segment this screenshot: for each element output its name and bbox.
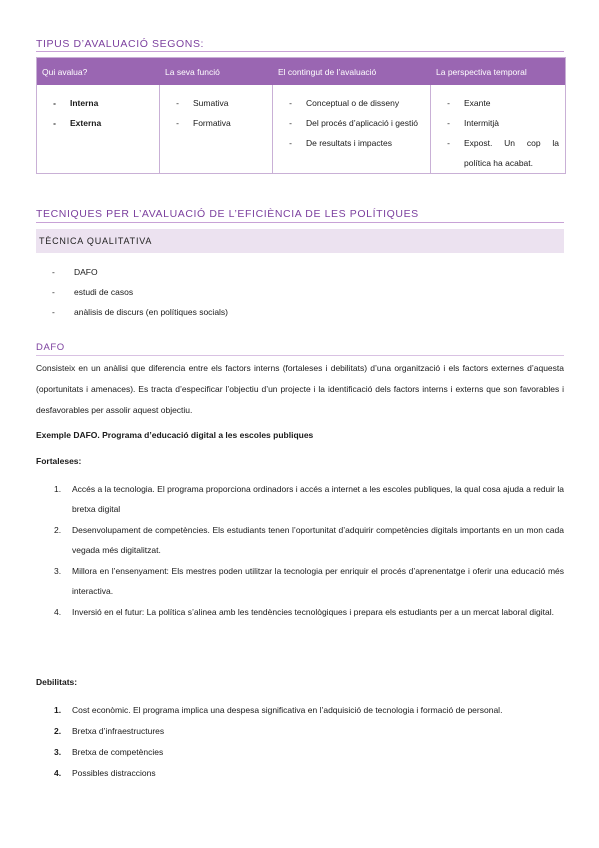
techniques-heading: TECNIQUES PER L’AVALUACIÓ DE L’EFICIÈNCIA DE LES POLÍTIQUES [36,208,419,220]
technique-list [52,262,228,322]
table-header-who: Qui avalua? [42,66,88,77]
table-cell-temporal [431,85,565,173]
list-item: 1. Cost econòmic. El programa implica una despesa significativa en l’adquisició de tecnologia i formació de personal. [54,705,503,715]
list-item: - Del procés d’aplicació i gestió [289,118,418,128]
list-item: - estudi de casos [52,287,134,297]
heading-rule [36,51,564,52]
list-item: - DAFO [52,267,98,277]
list-item: - Externa [53,118,102,128]
evaluation-types-table [36,57,566,174]
list-item: - De resultats i impactes [289,138,392,148]
list-item: 2. Bretxa d’infraestructures [54,726,165,736]
list-item: 2. Desenvolupament de competències. Els estudiants tenen l’oportunitat d’adquirir competències digitals importants en un mon cada vegada més digitalitzat. [54,525,564,555]
heading-rule [36,222,564,223]
list-item: - Expost. Un cop la política ha acabat. [447,138,559,168]
table-header-function: La seva funció [165,66,220,77]
list-item: 3. Millora en l’ensenyament: Els mestres poden utilitzar la tecnologia per enriquir el procés d’aprenentatge i oferir una educació més interactiva. [54,566,564,596]
list-item: 1. Accés a la tecnologia. El programa proporciona ordinadors i accés a internet a les escoles publiques, la qual cosa ajuda a reduir la bretxa digital [54,484,564,514]
table-header-row [37,58,565,85]
weaknesses-label: Debilitats: [36,677,78,687]
example-title: Exemple DAFO. Programa d’educació digital a les escoles publiques [36,430,314,440]
evaluation-types-heading: TIPUS D’AVALUACIÓ SEGONS: [36,38,205,50]
list-item: - Sumativa [176,98,229,108]
strengths-list [36,479,564,623]
table-header-temporal: La perspectiva temporal [436,66,527,77]
list-item: - Interna [53,98,99,108]
strengths-label: Fortaleses: [36,456,82,466]
list-item: - Intermitjà [447,118,499,128]
list-item: 4. Inversió en el futur: La política s’alinea amb les tendències tecnològiques i prepara els estudiants per a un mercat laboral digital. [54,607,554,617]
table-header-content: El contingut de l’avaluació [278,66,377,77]
dafo-rule [36,355,564,356]
list-item: - Conceptual o de disseny [289,98,400,108]
list-item: - Formativa [176,118,231,128]
list-item: 3. Bretxa de competències [54,747,164,757]
table-body-row [37,85,565,173]
dafo-title: DAFO [36,342,65,353]
list-item: - Exante [447,98,491,108]
weaknesses-list [36,700,564,784]
qualitative-technique-subheading: TÈCNICA QUALITATIVA [36,229,564,253]
table-cell-function [160,85,273,173]
list-item: 4. Possibles distraccions [54,768,156,778]
table-cell-who [37,85,160,173]
dafo-paragraph: Consisteix en un anàlisi que diferencia entre els factors interns (fortaleses i debilitats) d’una organització i els factors externes d’aquesta (oportunitats i amenaces). Es tracta d’especificar l’objectiu d’un projecte i la identificació dels factors interns i externs que son favorables i desfavorables per assolir aquest objectiu. [36,363,564,415]
table-cell-content [273,85,431,173]
list-item: - anàlisis de discurs (en polítiques socials) [52,307,229,317]
